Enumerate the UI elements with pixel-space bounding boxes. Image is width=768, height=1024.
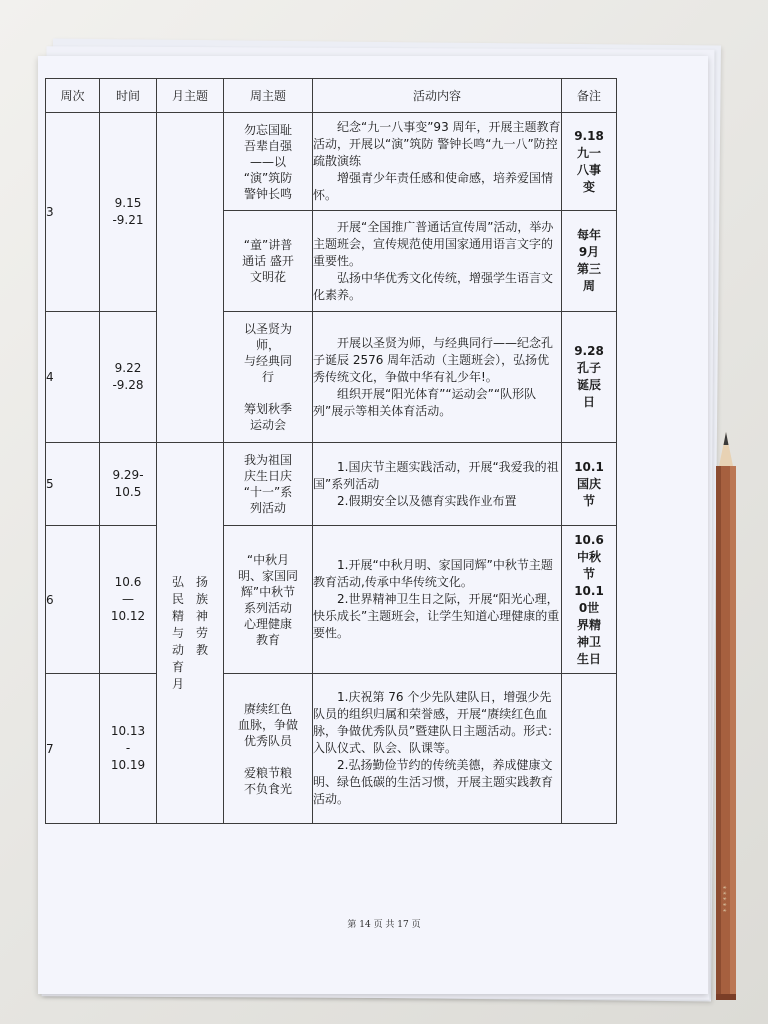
activity-content: 纪念“九一八事变”93 周年，开展主题教育活动，开展以“演”筑防 警钟长鸣“九一八”防控疏散演练 增强青少年责任感和使命感，培养爱国情怀。 xyxy=(313,113,562,211)
activity-content: 1.国庆节主题实践活动，开展“我爱我的祖国”系列活动 2.假期安全以及德育实践作业布置 xyxy=(313,443,562,526)
month-theme-blank xyxy=(157,113,224,443)
svg-text:* * * * *: * * * * * xyxy=(722,885,730,912)
activity-content: 开展以圣贤为师，与经典同行——纪念孔子诞辰 2576 周年活动（主题班会），弘扬优秀传统文化，争做中华有礼少年!。 组织开展“阳光体育”“运动会”“队形队列”展示等相关体育活动。 xyxy=(313,312,562,443)
month-theme-column-left: 弘 民 精 与 动 育 月 xyxy=(171,574,184,691)
table-row xyxy=(46,443,617,526)
time-range: 9.29- 10.5 xyxy=(100,443,157,526)
week-number: 7 xyxy=(46,674,100,824)
time-range: 9.15 -9.21 xyxy=(100,113,157,312)
header-note: 备注 xyxy=(562,79,617,113)
week-theme: “童”讲普 通话 盛开 文明花 xyxy=(224,211,313,312)
header-week: 周次 xyxy=(46,79,100,113)
page-footer: 第 14 页 共 17 页 xyxy=(347,920,421,930)
activity-content: 1.庆祝第 76 个少先队建队日，增强少先队员的组织归属和荣誉感，开展“赓续红色血脉，争做优秀队员”暨建队日主题活动。形式：入队仪式、队会、队课等。 2.弘扬勤俭节约的传统美德，养成健康文明、绿色低碳的生活习惯，开展主题实践教育活动。 xyxy=(313,674,562,824)
table-header-row xyxy=(46,79,617,113)
activity-content: 开展“全国推广普通话宣传周”活动，举办主题班会，宣传规范使用国家通用语言文字的重要性。 弘扬中华优秀文化传统，增强学生语言文化素养。 xyxy=(313,211,562,312)
week-theme: 以圣贤为 师， 与经典同 行 筹划秋季 运动会 xyxy=(224,312,313,443)
month-theme-column-right: 扬 族 神 劳 教 xyxy=(196,574,209,657)
table-row xyxy=(46,113,617,211)
time-range: 10.13 - 10.19 xyxy=(100,674,157,824)
note-cell: 10.6 中秋 节 10.1 0世 界精 神卫 生日 xyxy=(562,526,617,674)
table-row xyxy=(46,312,617,443)
note-cell: 每年 9月 第三 周 xyxy=(562,211,617,312)
activity-content: 1.开展“中秋月明、家国同辉”中秋节主题教育活动,传承中华传统文化。 2.世界精神卫生日之际，开展“阳光心理，快乐成长”主题班会，让学生知道心理健康的重要性。 xyxy=(313,526,562,674)
header-week-theme: 周主题 xyxy=(224,79,313,113)
header-month-theme: 月主题 xyxy=(157,79,224,113)
week-number: 3 xyxy=(46,113,100,312)
time-range: 10.6 — 10.12 xyxy=(100,526,157,674)
week-theme: “中秋月 明、家国同 辉”中秋节 系列活动 心理健康 教育 xyxy=(224,526,313,674)
week-number: 6 xyxy=(46,526,100,674)
header-time: 时间 xyxy=(100,79,157,113)
table-row xyxy=(46,674,617,824)
note-cell-empty xyxy=(562,674,617,824)
month-theme xyxy=(157,443,224,824)
header-activity: 活动内容 xyxy=(313,79,562,113)
note-cell: 9.18 九一 八事 变 xyxy=(562,113,617,211)
time-range: 9.22 -9.28 xyxy=(100,312,157,443)
schedule-table xyxy=(45,78,617,824)
pencil-image xyxy=(706,432,746,1002)
week-number: 5 xyxy=(46,443,100,526)
note-cell: 9.28 孔子 诞辰 日 xyxy=(562,312,617,443)
note-cell: 10.1 国庆 节 xyxy=(562,443,617,526)
week-theme: 勿忘国耻 吾辈自强 ——以 “演”筑防 警钟长鸣 xyxy=(224,113,313,211)
week-theme: 赓续红色 血脉，争做 优秀队员 爱粮节粮 不负食光 xyxy=(224,674,313,824)
table-row xyxy=(46,526,617,674)
week-theme: 我为祖国 庆生日庆 “十一”系 列活动 xyxy=(224,443,313,526)
week-number: 4 xyxy=(46,312,100,443)
